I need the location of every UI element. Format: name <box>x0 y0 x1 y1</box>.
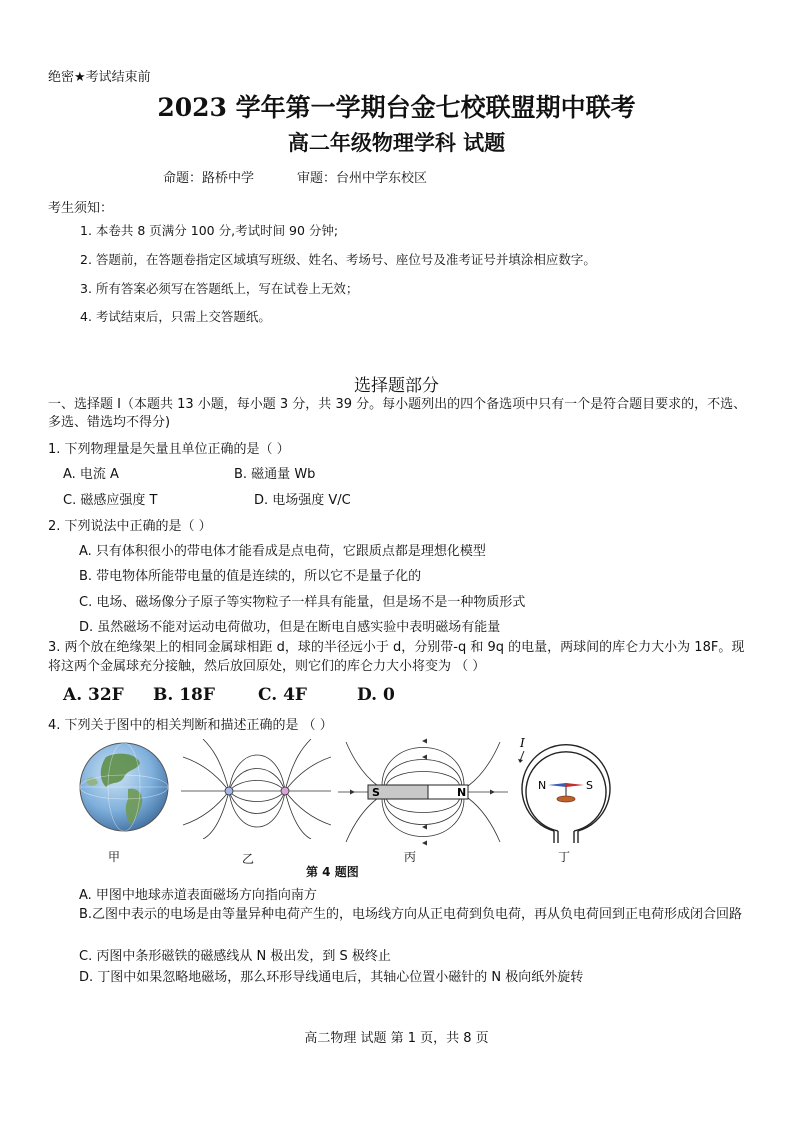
q3-option-d: D. 0 <box>357 685 395 705</box>
negative-charge <box>225 787 233 795</box>
q2-option-b: B. 带电物体所能带电量的值是连续的，所以它不是量子化的 <box>79 569 422 584</box>
q4-option-b: B.乙图中表示的电场是由等量异种电荷产生的，电场线方向从正电荷到负电荷，再从负电荷回到正电荷形成闭合回路 <box>79 907 743 922</box>
q1-option-c: C. 磁感应强度 T <box>63 493 158 508</box>
dipole-field-figure <box>181 739 331 839</box>
q4-option-c: C. 丙图中条形磁铁的磁感线从 N 极出发，到 S 极终止 <box>79 949 391 964</box>
q1-option-a: A. 电流 A <box>63 467 119 482</box>
figure-label-bing: 丙 <box>404 850 417 864</box>
notice-item: 1. 本卷共 8 页满分 100 分,考试时间 90 分钟; <box>80 223 339 238</box>
figure-caption: 第 4 题图 <box>306 865 359 879</box>
current-label: I <box>520 736 525 750</box>
notice-heading: 考生须知： <box>48 201 114 216</box>
needle-s-label: S <box>586 779 593 792</box>
notice-item: 2. 答题前，在答题卷指定区域填写班级、姓名、考场号、座位号及准考证号并填涂相应数字。 <box>80 252 596 267</box>
magnet-n-pole: N <box>457 786 467 799</box>
compass-needle-s <box>566 783 584 787</box>
q3-option-c: C. 4F <box>258 685 307 705</box>
question-reviewer: 审题：台州中学东校区 <box>297 171 428 186</box>
q1-option-d: D. 电场强度 V/C <box>254 493 351 508</box>
part-intro: 一、选择题 I（本题共 13 小题，每小题 3 分，共 39 分。每小题列出的四个备选项中只有一个是符合题目要求的，不选、多选、错选均不得分) <box>48 397 747 430</box>
q2-option-c: C. 电场、磁场像分子原子等实物粒子一样具有能量，但是场不是一种物质形式 <box>79 595 526 610</box>
positive-charge <box>281 787 289 795</box>
section-title: 选择题部分 <box>354 376 439 396</box>
ring-current-figure <box>514 735 618 845</box>
q3-stem: 3. 两个放在绝缘架上的相同金属球相距 d，球的半径远小于 d，分别带-q 和 9q 的电量，两球间的库仑力大小为 18F。现将这两个金属球充分接触，然后放回原处，则它们的库仑力大小将变为 （ ） <box>48 640 745 674</box>
notice-item: 3. 所有答案必须写在答题纸上，写在试卷上无效； <box>80 281 359 296</box>
exam-subtitle: 高二年级物理学科 试题 <box>287 130 506 155</box>
page-footer: 高二物理 试题 第 1 页，共 8 页 <box>304 1031 489 1046</box>
notice-item: 4. 考试结束后，只需上交答题纸。 <box>80 309 271 324</box>
question-setter: 命题：路桥中学 <box>163 171 255 186</box>
q2-option-d: D. 虽然磁场不能对运动电荷做功，但是在断电自感实验中表明磁场有能量 <box>79 620 501 635</box>
q3-option-b: B. 18F <box>153 685 215 705</box>
q3-option-a: A. 32F <box>63 685 124 705</box>
exam-title: 2023 学年第一学期台金七校联盟期中联考 <box>157 93 636 122</box>
needle-n-label: N <box>538 779 547 792</box>
magnet-s-pole: S <box>372 786 380 799</box>
compass-needle-n <box>548 783 566 787</box>
figure-label-yi: 乙 <box>242 852 255 866</box>
bar-magnet-figure <box>338 738 508 846</box>
q1-option-b: B. 磁通量 Wb <box>234 467 316 482</box>
q2-stem: 2. 下列说法中正确的是（ ） <box>48 519 212 534</box>
q4-stem: 4. 下列关于图中的相关判断和描述正确的是 （ ） <box>48 718 333 733</box>
q2-option-a: A. 只有体积很小的带电体才能看成是点电荷，它跟质点都是理想化模型 <box>79 544 486 559</box>
q4-option-d: D. 丁图中如果忽略地磁场，那么环形导线通电后，其轴心位置小磁针的 N 极向纸外旋转 <box>79 970 584 985</box>
figure-label-jia: 甲 <box>108 850 121 864</box>
figure-label-ding: 丁 <box>558 850 571 864</box>
confidential-mark: 绝密★考试结束前 <box>48 70 151 85</box>
q1-stem: 1. 下列物理量是矢量且单位正确的是（ ） <box>48 442 290 457</box>
q4-option-a: A. 甲图中地球赤道表面磁场方向指向南方 <box>79 888 317 903</box>
earth-globe-figure <box>78 741 170 833</box>
